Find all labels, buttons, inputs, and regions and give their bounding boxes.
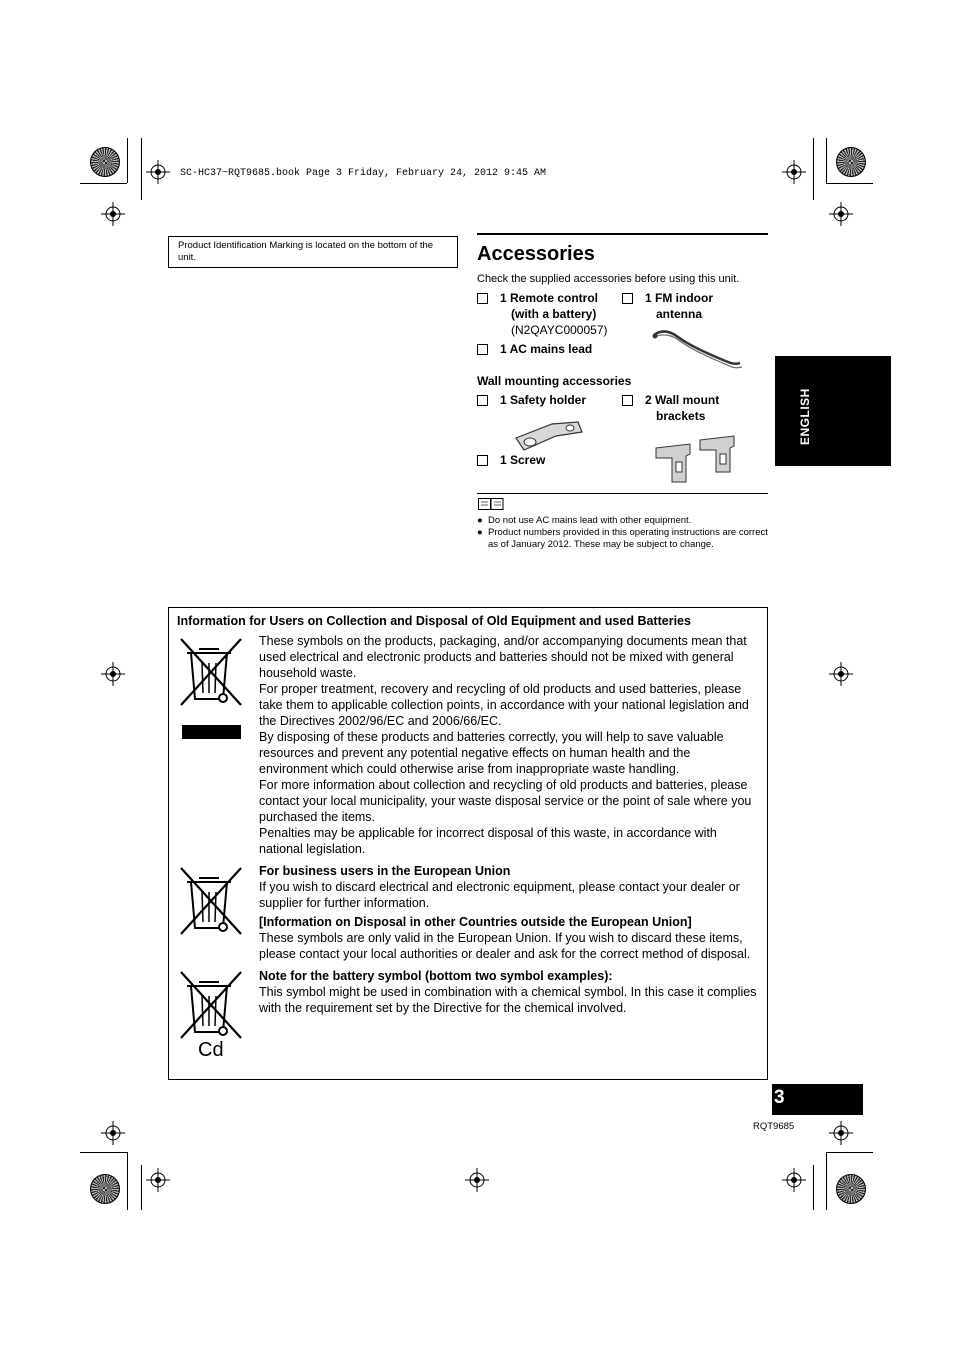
note-item: ● Product numbers provided in this operating instructions are correct as of January 2012. These may be subject to change. [477, 527, 768, 550]
safety-holder-icon [512, 418, 584, 452]
checkbox-fm-antenna[interactable] [622, 293, 633, 304]
business-section [259, 863, 759, 911]
wall-mounting-heading: Wall mounting accessories [477, 374, 632, 388]
checkbox-screw[interactable] [477, 455, 488, 466]
accessories-title: Accessories [477, 243, 595, 265]
outside-eu-section [259, 914, 759, 962]
checkbox-remote[interactable] [477, 293, 488, 304]
business-heading: For business users in the European Union [259, 864, 511, 878]
paragraph: For more information about collection and recycling of old products and batteries, please contact your local municipality, your waste disposal service or the point of sale where you purchased the items. [259, 778, 752, 824]
item-wall-brackets: 2 Wall mount brackets [645, 393, 720, 423]
battery-section [259, 968, 759, 1016]
page-number-tab [772, 1084, 863, 1115]
paragraph: This symbol might be used in combination with a chemical symbol. In this case it complies with the requirement set by the Directive for the chemical involved. [259, 985, 757, 1015]
registration-starburst-icon [836, 147, 866, 177]
registration-mark-icon [101, 662, 125, 686]
page-number: 3 [774, 1087, 785, 1108]
crossed-bin-icon [177, 864, 247, 938]
accessories-intro: Check the supplied accessories before using this unit. [477, 273, 740, 285]
wall-bracket-icon [650, 432, 742, 484]
registration-mark-icon [782, 1168, 806, 1192]
paragraph: By disposing of these products and batteries correctly, you will help to save valuable resources and prevent any potential negative effects on human health and the environment which could otherwise arise from inappropriate waste handling. [259, 730, 724, 776]
registration-mark-icon [146, 1168, 170, 1192]
checkbox-ac-lead[interactable] [477, 344, 488, 355]
registration-mark-icon [829, 1121, 853, 1145]
registration-mark-icon [829, 202, 853, 226]
note-rule [477, 493, 768, 494]
fm-antenna-icon [652, 327, 744, 371]
disposal-heading: Information for Users on Collection and Disposal of Old Equipment and used Batteries [177, 614, 691, 628]
item-ac-mains-lead: 1 AC mains lead [500, 342, 593, 356]
language-tab-label: ENGLISH [798, 388, 812, 445]
language-tab [775, 356, 891, 466]
document-code: RQT9685 [753, 1121, 795, 1132]
paragraph: Penalties may be applicable for incorrect disposal of this waste, in accordance with national legislation. [259, 826, 717, 856]
registration-starburst-icon [90, 1174, 120, 1204]
paragraph: These symbols are only valid in the European Union. If you wish to discard these items, please contact your local authorities or dealer and ask for the correct method of disposal. [259, 931, 751, 961]
crossed-bin-icon [177, 968, 247, 1042]
registration-mark-icon [782, 160, 806, 184]
note-item: ● Do not use AC mains lead with other equipment. [477, 515, 692, 526]
item-fm-antenna: 1 FM indoor antenna [645, 291, 713, 321]
paragraph: These symbols on the products, packaging, and/or accompanying documents mean that used electrical and electronic products and batteries should not be mixed with general household waste. [259, 634, 747, 680]
item-safety-holder: 1 Safety holder [500, 393, 587, 407]
chemical-symbol: Cd [198, 1039, 224, 1061]
paragraph: For proper treatment, recovery and recycling of old products and used batteries, please take them to applicable collection points, in accordance with your national legislation and the Directives 2002/96/EC and 2006/66/EC. [259, 682, 749, 728]
outside-eu-heading: [Information on Disposal in other Countries outside the European Union] [259, 915, 692, 929]
checkbox-safety-holder[interactable] [477, 395, 488, 406]
disposal-paragraphs [259, 633, 759, 857]
registration-mark-icon [465, 1168, 489, 1192]
registration-mark-icon [101, 202, 125, 226]
registration-mark-icon [146, 160, 170, 184]
registration-starburst-icon [90, 147, 120, 177]
battery-heading: Note for the battery symbol (bottom two symbol examples): [259, 969, 613, 983]
paragraph: If you wish to discard electrical and electronic equipment, please contact your dealer or supplier for further information. [259, 880, 740, 910]
product-id-note: Product Identification Marking is located on the bottom of the unit. [168, 236, 458, 268]
section-rule [477, 233, 768, 235]
note-book-icon [478, 498, 504, 510]
crossed-bin-icon [177, 635, 247, 709]
book-info-header: SC-HC37~RQT9685.book Page 3 Friday, February 24, 2012 9:45 AM [180, 168, 547, 179]
registration-mark-icon [829, 662, 853, 686]
registration-starburst-icon [836, 1174, 866, 1204]
item-remote-control: 1 Remote control (with a battery) (N2QAYC000057) [500, 291, 608, 337]
checkbox-wall-brackets[interactable] [622, 395, 633, 406]
registration-mark-icon [101, 1121, 125, 1145]
item-screw: 1 Screw [500, 453, 546, 467]
bin-underline-bar [182, 725, 241, 739]
